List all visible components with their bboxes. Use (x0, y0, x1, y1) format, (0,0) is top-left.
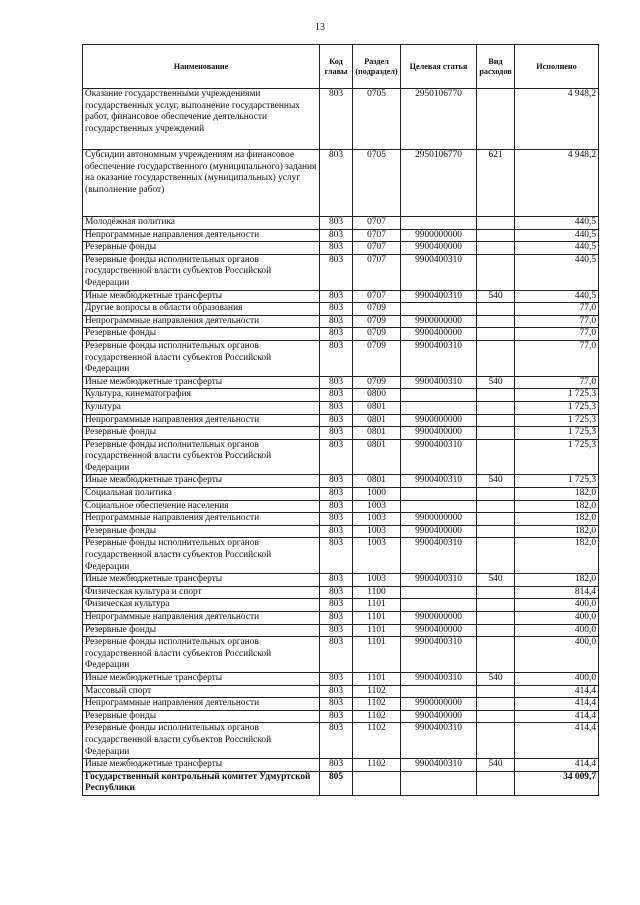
row-section: 1102 (353, 723, 401, 759)
row-name: Культура, кинематография (83, 389, 320, 402)
table-row (83, 685, 599, 698)
row-section: 0709 (353, 376, 401, 389)
row-section: 0709 (353, 340, 401, 376)
row-executed: 1 725,3 (515, 401, 599, 414)
row-name: Оказание государственными учреждениями государственных услуг, выполнение государственных работ, финансовое обеспечение деятельности государственных учреждений (83, 89, 320, 150)
row-name: Иные межбюджетные трансферты (83, 672, 320, 685)
row-expense-type (477, 427, 515, 440)
row-expense-type (477, 500, 515, 513)
row-expense-type (477, 303, 515, 316)
row-expense-type (477, 340, 515, 376)
row-target-article: 9900400310 (401, 723, 477, 759)
row-expense-type (477, 513, 515, 526)
row-target-article (401, 771, 477, 795)
row-executed: 400,0 (515, 672, 599, 685)
row-name: Резервные фонды (83, 328, 320, 341)
row-name: Непрограммные направления деятельности (83, 315, 320, 328)
row-ministry-code: 803 (320, 612, 353, 625)
row-executed: 34 009,7 (515, 771, 599, 795)
header-executed: Исполнено (515, 45, 599, 89)
row-target-article: 9900400310 (401, 376, 477, 389)
table-row (83, 710, 599, 723)
row-name: Социальная политика (83, 488, 320, 501)
table-row (83, 414, 599, 427)
row-executed: 77,0 (515, 303, 599, 316)
table-row (83, 217, 599, 230)
row-executed: 414,4 (515, 723, 599, 759)
row-ministry-code: 803 (320, 229, 353, 242)
table-row (83, 488, 599, 501)
table-row (83, 328, 599, 341)
row-target-article: 2950106770 (401, 150, 477, 217)
table-row (83, 150, 599, 217)
row-target-article (401, 401, 477, 414)
page-number: 13 (315, 22, 325, 33)
row-ministry-code: 803 (320, 389, 353, 402)
row-ministry-code: 803 (320, 340, 353, 376)
row-ministry-code: 803 (320, 525, 353, 538)
row-executed: 440,5 (515, 242, 599, 255)
row-section: 1000 (353, 488, 401, 501)
row-executed: 1 725,3 (515, 427, 599, 440)
row-executed: 77,0 (515, 315, 599, 328)
row-section: 1100 (353, 586, 401, 599)
table-row (83, 303, 599, 316)
row-expense-type (477, 723, 515, 759)
row-name: Резервные фонды исполнительных органов государственной власти субъектов Российской Федерации (83, 340, 320, 376)
row-executed: 440,5 (515, 290, 599, 303)
row-target-article (401, 685, 477, 698)
row-section: 0709 (353, 303, 401, 316)
row-section: 1101 (353, 599, 401, 612)
row-name: Субсидии автономным учреждениям на финансовое обеспечение государственного (муниципального) задания на оказание государственных (муниципальных) услуг (выполнение работ) (83, 150, 320, 217)
table-row (83, 698, 599, 711)
row-name: Непрограммные направления деятельности (83, 414, 320, 427)
row-ministry-code: 803 (320, 315, 353, 328)
table-row (83, 574, 599, 587)
row-target-article: 9900400310 (401, 340, 477, 376)
row-executed: 400,0 (515, 612, 599, 625)
row-name: Иные межбюджетные трансферты (83, 759, 320, 772)
row-name: Иные межбюджетные трансферты (83, 376, 320, 389)
row-name: Молодёжная политика (83, 217, 320, 230)
row-section: 0801 (353, 427, 401, 440)
row-target-article (401, 488, 477, 501)
row-name: Непрограммные направления деятельности (83, 513, 320, 526)
row-expense-type (477, 315, 515, 328)
header-section: Раздел (подраздел) (353, 45, 401, 89)
row-ministry-code: 803 (320, 723, 353, 759)
table-row (83, 599, 599, 612)
row-target-article: 9900400000 (401, 427, 477, 440)
table-row (83, 340, 599, 376)
row-target-article: 9900000000 (401, 612, 477, 625)
row-target-article (401, 303, 477, 316)
row-expense-type (477, 217, 515, 230)
row-name: Резервные фонды исполнительных органов государственной власти субъектов Российской Федерации (83, 637, 320, 673)
header-ministry-code: Код главы (320, 45, 353, 89)
table-row (83, 723, 599, 759)
row-name: Резервные фонды (83, 242, 320, 255)
row-ministry-code: 803 (320, 538, 353, 574)
row-target-article: 9900400000 (401, 710, 477, 723)
row-expense-type (477, 771, 515, 795)
row-ministry-code: 803 (320, 624, 353, 637)
row-ministry-code: 803 (320, 574, 353, 587)
row-section: 1101 (353, 637, 401, 673)
row-section: 1101 (353, 612, 401, 625)
row-target-article: 9900400310 (401, 538, 477, 574)
row-ministry-code: 803 (320, 488, 353, 501)
row-section: 0707 (353, 242, 401, 255)
table-row (83, 612, 599, 625)
row-target-article: 9900400000 (401, 328, 477, 341)
row-executed: 1 725,3 (515, 389, 599, 402)
row-target-article: 9900000000 (401, 414, 477, 427)
row-name: Иные межбюджетные трансферты (83, 574, 320, 587)
row-target-article: 9900400310 (401, 672, 477, 685)
row-ministry-code: 803 (320, 242, 353, 255)
row-executed: 414,4 (515, 710, 599, 723)
header-target-article: Целевая статья (401, 45, 477, 89)
row-name: Непрограммные направления деятельности (83, 612, 320, 625)
row-executed: 440,5 (515, 217, 599, 230)
table-row (83, 254, 599, 290)
row-ministry-code: 803 (320, 698, 353, 711)
row-expense-type (477, 414, 515, 427)
row-name: Резервные фонды исполнительных органов государственной власти субъектов Российской Федерации (83, 538, 320, 574)
row-executed: 4 948,2 (515, 150, 599, 217)
row-target-article (401, 599, 477, 612)
row-ministry-code: 803 (320, 475, 353, 488)
row-target-article: 9900000000 (401, 513, 477, 526)
row-section: 1003 (353, 574, 401, 587)
table-row (83, 290, 599, 303)
row-expense-type (477, 389, 515, 402)
header-expense-type: Вид расходов (477, 45, 515, 89)
row-target-article: 9900000000 (401, 315, 477, 328)
table-row (83, 586, 599, 599)
row-section (353, 771, 401, 795)
row-target-article: 9900400310 (401, 574, 477, 587)
row-ministry-code: 803 (320, 439, 353, 475)
row-ministry-code: 803 (320, 672, 353, 685)
row-executed: 182,0 (515, 513, 599, 526)
row-executed: 400,0 (515, 637, 599, 673)
row-target-article: 9900400310 (401, 290, 477, 303)
row-ministry-code: 803 (320, 513, 353, 526)
row-executed: 400,0 (515, 624, 599, 637)
row-ministry-code: 803 (320, 759, 353, 772)
row-target-article: 9900400000 (401, 242, 477, 255)
row-target-article (401, 389, 477, 402)
row-expense-type: 540 (477, 672, 515, 685)
row-expense-type: 621 (477, 150, 515, 217)
row-section: 1102 (353, 710, 401, 723)
row-target-article: 9900400310 (401, 475, 477, 488)
row-executed: 182,0 (515, 488, 599, 501)
row-name: Иные межбюджетные трансферты (83, 475, 320, 488)
row-expense-type (477, 624, 515, 637)
row-ministry-code: 803 (320, 710, 353, 723)
row-name: Непрограммные направления деятельности (83, 698, 320, 711)
row-name: Культура (83, 401, 320, 414)
row-section: 0707 (353, 229, 401, 242)
row-section: 0800 (353, 389, 401, 402)
row-expense-type (477, 328, 515, 341)
row-section: 0801 (353, 401, 401, 414)
row-expense-type (477, 242, 515, 255)
row-section: 1102 (353, 685, 401, 698)
table-row (83, 525, 599, 538)
table-row (83, 229, 599, 242)
row-section: 0705 (353, 150, 401, 217)
row-expense-type (477, 586, 515, 599)
row-expense-type (477, 488, 515, 501)
row-expense-type (477, 710, 515, 723)
row-section: 1101 (353, 624, 401, 637)
row-executed: 1 725,3 (515, 475, 599, 488)
row-section: 1003 (353, 500, 401, 513)
row-name: Физическая культура (83, 599, 320, 612)
row-section: 1101 (353, 672, 401, 685)
row-expense-type (477, 401, 515, 414)
row-name: Резервные фонды исполнительных органов государственной власти субъектов Российской Федерации (83, 439, 320, 475)
row-section: 0801 (353, 475, 401, 488)
row-section: 1003 (353, 538, 401, 574)
row-executed: 77,0 (515, 328, 599, 341)
table-row (83, 538, 599, 574)
row-executed: 414,4 (515, 698, 599, 711)
row-ministry-code: 805 (320, 771, 353, 795)
row-target-article: 9900400000 (401, 525, 477, 538)
row-expense-type (477, 254, 515, 290)
row-ministry-code: 803 (320, 290, 353, 303)
row-name: Резервные фонды исполнительных органов государственной власти субъектов Российской Федерации (83, 254, 320, 290)
row-ministry-code: 803 (320, 328, 353, 341)
row-executed: 414,4 (515, 759, 599, 772)
row-executed: 1 725,3 (515, 414, 599, 427)
row-name: Резервные фонды (83, 427, 320, 440)
budget-table (82, 44, 599, 796)
table-row (83, 672, 599, 685)
table-row (83, 500, 599, 513)
table-row (83, 759, 599, 772)
row-section: 1102 (353, 698, 401, 711)
row-section: 0801 (353, 439, 401, 475)
row-section: 0705 (353, 89, 401, 150)
row-section: 0709 (353, 328, 401, 341)
row-expense-type (477, 599, 515, 612)
row-executed: 182,0 (515, 500, 599, 513)
row-executed: 440,5 (515, 254, 599, 290)
row-expense-type (477, 229, 515, 242)
row-expense-type: 540 (477, 475, 515, 488)
row-executed: 4 948,2 (515, 89, 599, 150)
row-ministry-code: 803 (320, 685, 353, 698)
row-expense-type (477, 538, 515, 574)
row-name: Резервные фонды исполнительных органов государственной власти субъектов Российской Федерации (83, 723, 320, 759)
row-executed: 1 725,3 (515, 439, 599, 475)
table-header-row (83, 45, 599, 89)
row-expense-type (477, 439, 515, 475)
table-row (83, 771, 599, 795)
row-ministry-code: 803 (320, 427, 353, 440)
table-row (83, 637, 599, 673)
row-executed: 182,0 (515, 538, 599, 574)
header-name: Наименование (83, 45, 320, 89)
row-target-article: 9900400310 (401, 254, 477, 290)
row-ministry-code: 803 (320, 637, 353, 673)
row-expense-type (477, 685, 515, 698)
table-row (83, 315, 599, 328)
row-section: 1102 (353, 759, 401, 772)
row-ministry-code: 803 (320, 303, 353, 316)
row-section: 0707 (353, 290, 401, 303)
table-row (83, 242, 599, 255)
row-name: Физическая культура и спорт (83, 586, 320, 599)
row-name: Государственный контрольный комитет Удмуртской Республики (83, 771, 320, 795)
table-row (83, 439, 599, 475)
row-executed: 440,5 (515, 229, 599, 242)
row-name: Иные межбюджетные трансферты (83, 290, 320, 303)
row-target-article (401, 217, 477, 230)
row-name: Резервные фонды (83, 525, 320, 538)
row-ministry-code: 803 (320, 217, 353, 230)
row-expense-type: 540 (477, 376, 515, 389)
row-name: Непрограммные направления деятельности (83, 229, 320, 242)
row-ministry-code: 803 (320, 89, 353, 150)
row-executed: 400,0 (515, 599, 599, 612)
row-target-article: 9900400310 (401, 439, 477, 475)
row-executed: 182,0 (515, 574, 599, 587)
table-row (83, 624, 599, 637)
row-section: 0709 (353, 315, 401, 328)
table-row (83, 401, 599, 414)
table-row (83, 427, 599, 440)
row-name: Резервные фонды (83, 710, 320, 723)
row-executed: 814,4 (515, 586, 599, 599)
row-target-article: 9900400000 (401, 624, 477, 637)
row-expense-type (477, 89, 515, 150)
row-executed: 182,0 (515, 525, 599, 538)
row-ministry-code: 803 (320, 586, 353, 599)
row-section: 0707 (353, 217, 401, 230)
row-ministry-code: 803 (320, 401, 353, 414)
row-expense-type (477, 698, 515, 711)
row-target-article: 9900000000 (401, 698, 477, 711)
row-section: 0801 (353, 414, 401, 427)
row-expense-type: 540 (477, 574, 515, 587)
row-ministry-code: 803 (320, 254, 353, 290)
row-name: Другие вопросы в области образования (83, 303, 320, 316)
row-target-article: 9900400310 (401, 759, 477, 772)
row-expense-type (477, 637, 515, 673)
row-ministry-code: 803 (320, 599, 353, 612)
row-target-article: 2950106770 (401, 89, 477, 150)
row-executed: 77,0 (515, 340, 599, 376)
row-executed: 414,4 (515, 685, 599, 698)
row-ministry-code: 803 (320, 376, 353, 389)
row-expense-type (477, 525, 515, 538)
row-section: 0707 (353, 254, 401, 290)
row-target-article: 9900400310 (401, 637, 477, 673)
table-row (83, 376, 599, 389)
row-expense-type: 540 (477, 759, 515, 772)
row-target-article (401, 586, 477, 599)
row-target-article: 9900000000 (401, 229, 477, 242)
row-target-article (401, 500, 477, 513)
table-row (83, 475, 599, 488)
row-section: 1003 (353, 525, 401, 538)
row-ministry-code: 803 (320, 414, 353, 427)
row-name: Массовый спорт (83, 685, 320, 698)
row-expense-type: 540 (477, 290, 515, 303)
table-row (83, 513, 599, 526)
row-ministry-code: 803 (320, 150, 353, 217)
row-section: 1003 (353, 513, 401, 526)
row-executed: 77,0 (515, 376, 599, 389)
row-expense-type (477, 612, 515, 625)
row-name: Социальное обеспечение населения (83, 500, 320, 513)
row-name: Резервные фонды (83, 624, 320, 637)
table-row (83, 389, 599, 402)
table-row (83, 89, 599, 150)
row-ministry-code: 803 (320, 500, 353, 513)
